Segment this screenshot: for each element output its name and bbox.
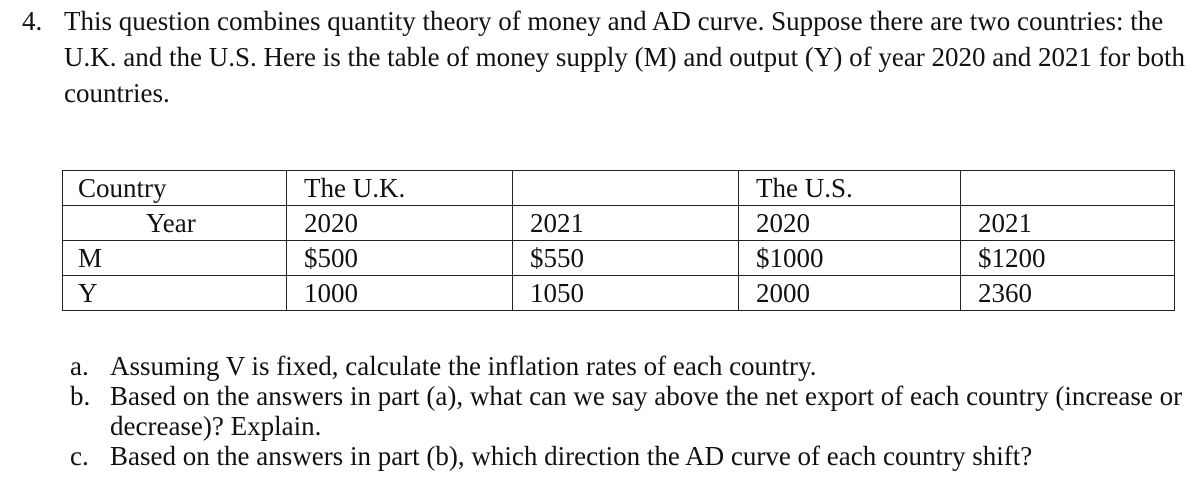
header-cell-us: The U.S. — [739, 171, 961, 206]
part-text: Based on the answers in part (a), what can we say above the net export of each country (increase or decrease)? Explain. — [110, 381, 1183, 441]
year-label: Year — [146, 208, 196, 238]
part-text: Assuming V is fixed, calculate the inflation rates of each country. — [110, 351, 817, 381]
header-cell-country: Country — [63, 171, 287, 206]
table-cell: 2020 — [739, 206, 961, 241]
table-cell: 1050 — [513, 276, 739, 311]
year-label-cell — [63, 206, 287, 241]
header-cell-empty — [513, 171, 739, 206]
table-cell: 2020 — [287, 206, 513, 241]
question-intro — [22, 3, 1192, 111]
header-cell-uk: The U.K. — [287, 171, 513, 206]
question-number: 4. — [22, 6, 43, 36]
table-year-row — [63, 206, 1175, 241]
table-row-m — [63, 241, 1175, 276]
part-b — [70, 381, 1195, 441]
part-text: Based on the answers in part (b), which direction the AD curve of each country shift? — [110, 441, 1033, 471]
table-cell: $1200 — [961, 241, 1175, 276]
table-row-y — [63, 276, 1175, 311]
question-text: This question combines quantity theory of money and AD curve. Suppose there are two countries: the U.K. and the U.S. Here is the table of money supply (M) and output (Y) of year 2020 and 2021 for both countries. — [64, 6, 1186, 108]
table-cell: $550 — [513, 241, 739, 276]
part-letter: a. — [70, 351, 89, 381]
table-cell: $1000 — [739, 241, 961, 276]
part-letter: b. — [70, 381, 91, 411]
row-label-y: Y — [63, 276, 287, 311]
table-cell: $500 — [287, 241, 513, 276]
question-parts — [70, 351, 1195, 471]
table-cell: 2021 — [513, 206, 739, 241]
table-cell: 2360 — [961, 276, 1175, 311]
part-a — [70, 351, 1195, 381]
row-label-m: M — [63, 241, 287, 276]
table-cell: 2000 — [739, 276, 961, 311]
part-c — [70, 441, 1195, 471]
part-letter: c. — [70, 441, 89, 471]
header-cell-empty — [961, 171, 1175, 206]
table-cell: 2021 — [961, 206, 1175, 241]
table-cell: 1000 — [287, 276, 513, 311]
table-header-row — [63, 171, 1175, 206]
money-output-table — [62, 170, 1175, 311]
